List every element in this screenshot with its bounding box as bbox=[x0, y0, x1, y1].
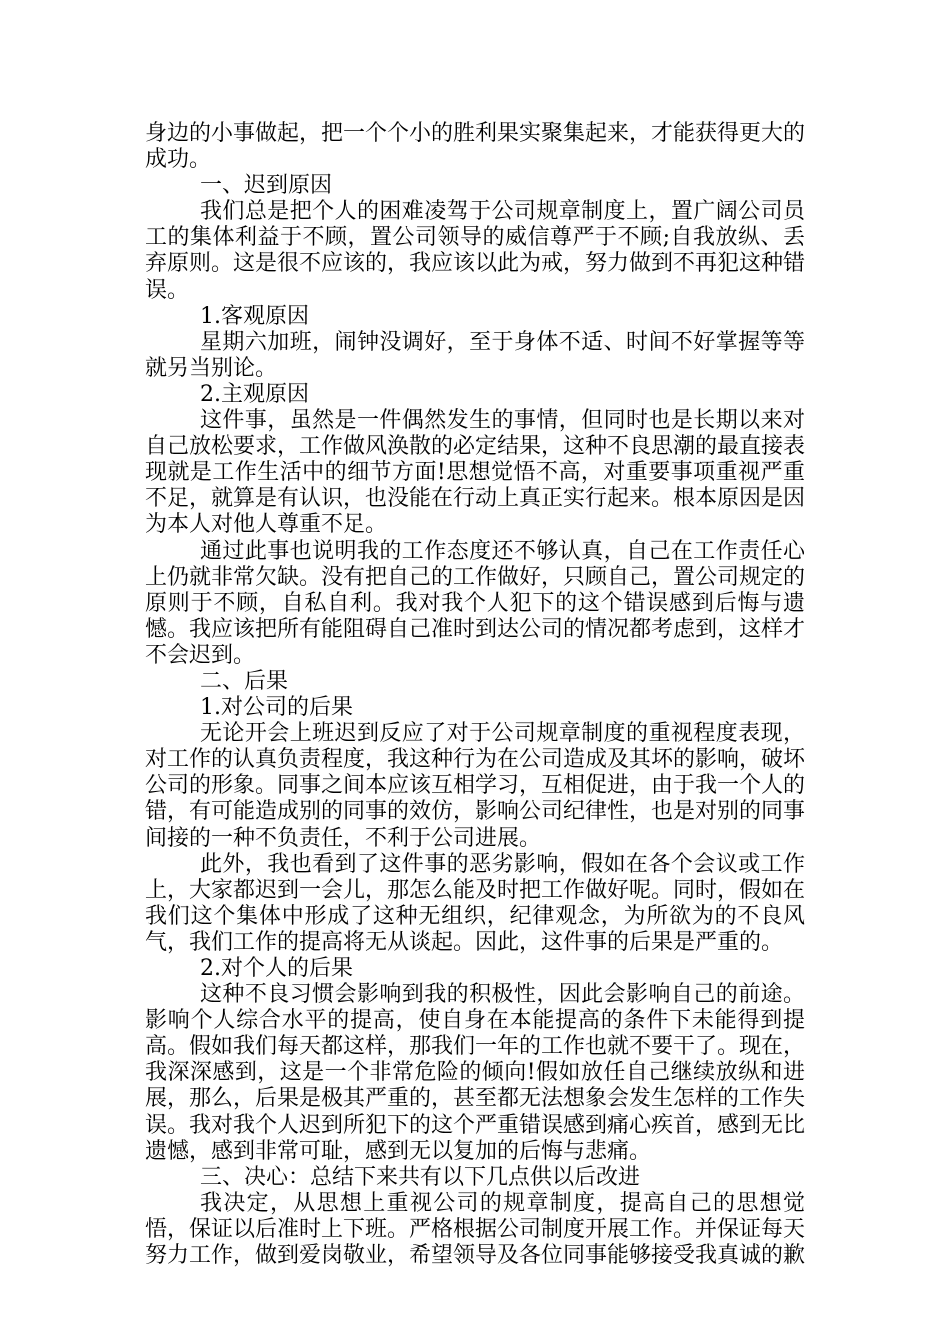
subheading-personal-consequences: 2.对个人的后果 bbox=[200, 956, 353, 981]
paragraph-continuation: 身边的小事做起，把一个个小的胜利果实聚集起来，才能获得更大的成功。 bbox=[145, 121, 806, 173]
paragraph-company-consequences: 无论开会上班迟到反应了对于公司规章制度的重视程度表现，对工作的认真负责程度，我这种行为在公司造成及其坏的影响，破坏公司的形象。同事之间本应该互相学习，互相促进，由于我一个人的错，有可能造成别的同事的效仿，影响公司纪律性，也是对别的同事间接的一种不负责任，不利于公司进展。 bbox=[145, 721, 806, 851]
subheading-subjective-reasons: 2.主观原因 bbox=[200, 381, 309, 407]
subheading-company-consequences: 1.对公司的后果 bbox=[200, 695, 353, 721]
paragraph-subjective-reasons: 这件事，虽然是一件偶然发生的事情，但同时也是长期以来对自己放松要求，工作做风涣散的必定结果，这种不良思潮的最直接表现就是工作生活中的细节方面!思想觉悟不高，对重要事项重视严重不足，就算是有认识，也没能在行动上真正实行起来。根本原因是因为本人对他人尊重不足。 bbox=[145, 408, 806, 538]
paragraph-resolution: 我决定，从思想上重视公司的规章制度，提高自己的思想觉悟，保证以后准时上下班。严格根据公司制度开展工作。并保证每天努力工作，做到爱岗敬业，希望领导及各位同事能够接受我真诚的歉 bbox=[145, 1190, 806, 1269]
paragraph-work-attitude: 通过此事也说明我的工作态度还不够认真，自己在工作责任心上仍就非常欠缺。没有把自己的工作做好，只顾自己，置公司规定的原则于不顾，自私自利。我对我个人犯下的这个错误感到后悔与遗憾。我应该把所有能阻碍自己准时到达公司的情况都考虑到，这样才不会迟到。 bbox=[145, 538, 806, 668]
heading-consequences: 二、后果 bbox=[200, 668, 289, 694]
heading-resolution: 三、决心：总结下来共有以下几点供以后改进 bbox=[200, 1164, 641, 1190]
paragraph-objective-reasons: 星期六加班，闹钟没调好，至于身体不适、时间不好掌握等等就另当别论。 bbox=[145, 329, 805, 381]
paragraph-personal-consequences: 这种不良习惯会影响到我的积极性，因此会影响自己的前途。影响个人综合水平的提高，使自身在本能提高的条件下未能得到提高。假如我们每天都这样，那我们一年的工作也就不要干了。现在，我深深感到，这是一个非常危险的倾向!假如放任自己继续放纵和进展，那么，后果是极其严重的，甚至都无法想象会发生怎样的工作失误。我对我个人迟到所犯下的这个严重错误感到痛心疾首，感到无比遗憾，感到非常可耻，感到无以复加的后悔与悲痛。 bbox=[145, 982, 806, 1164]
heading-lateness-reasons: 一、迟到原因 bbox=[200, 173, 333, 199]
document-page bbox=[145, 121, 805, 1269]
subheading-objective-reasons: 1.客观原因 bbox=[200, 303, 309, 329]
paragraph-bad-influence: 此外，我也看到了这件事的恶劣影响，假如在各个会议或工作上，大家都迟到一会儿，那怎么能及时把工作做好呢。同时，假如在我们这个集体中形成了这种无组织，纪律观念，为所欲为的不良风气，我们工作的提高将无从谈起。因此，这件事的后果是严重的。 bbox=[145, 851, 806, 955]
paragraph-reasons-intro: 我们总是把个人的困难凌驾于公司规章制度上，置广阔公司员工的集体利益于不顾，置公司领导的威信尊严于不顾;自我放纵、丢弃原则。这是很不应该的，我应该以此为戒，努力做到不再犯这种错误。 bbox=[145, 199, 806, 303]
